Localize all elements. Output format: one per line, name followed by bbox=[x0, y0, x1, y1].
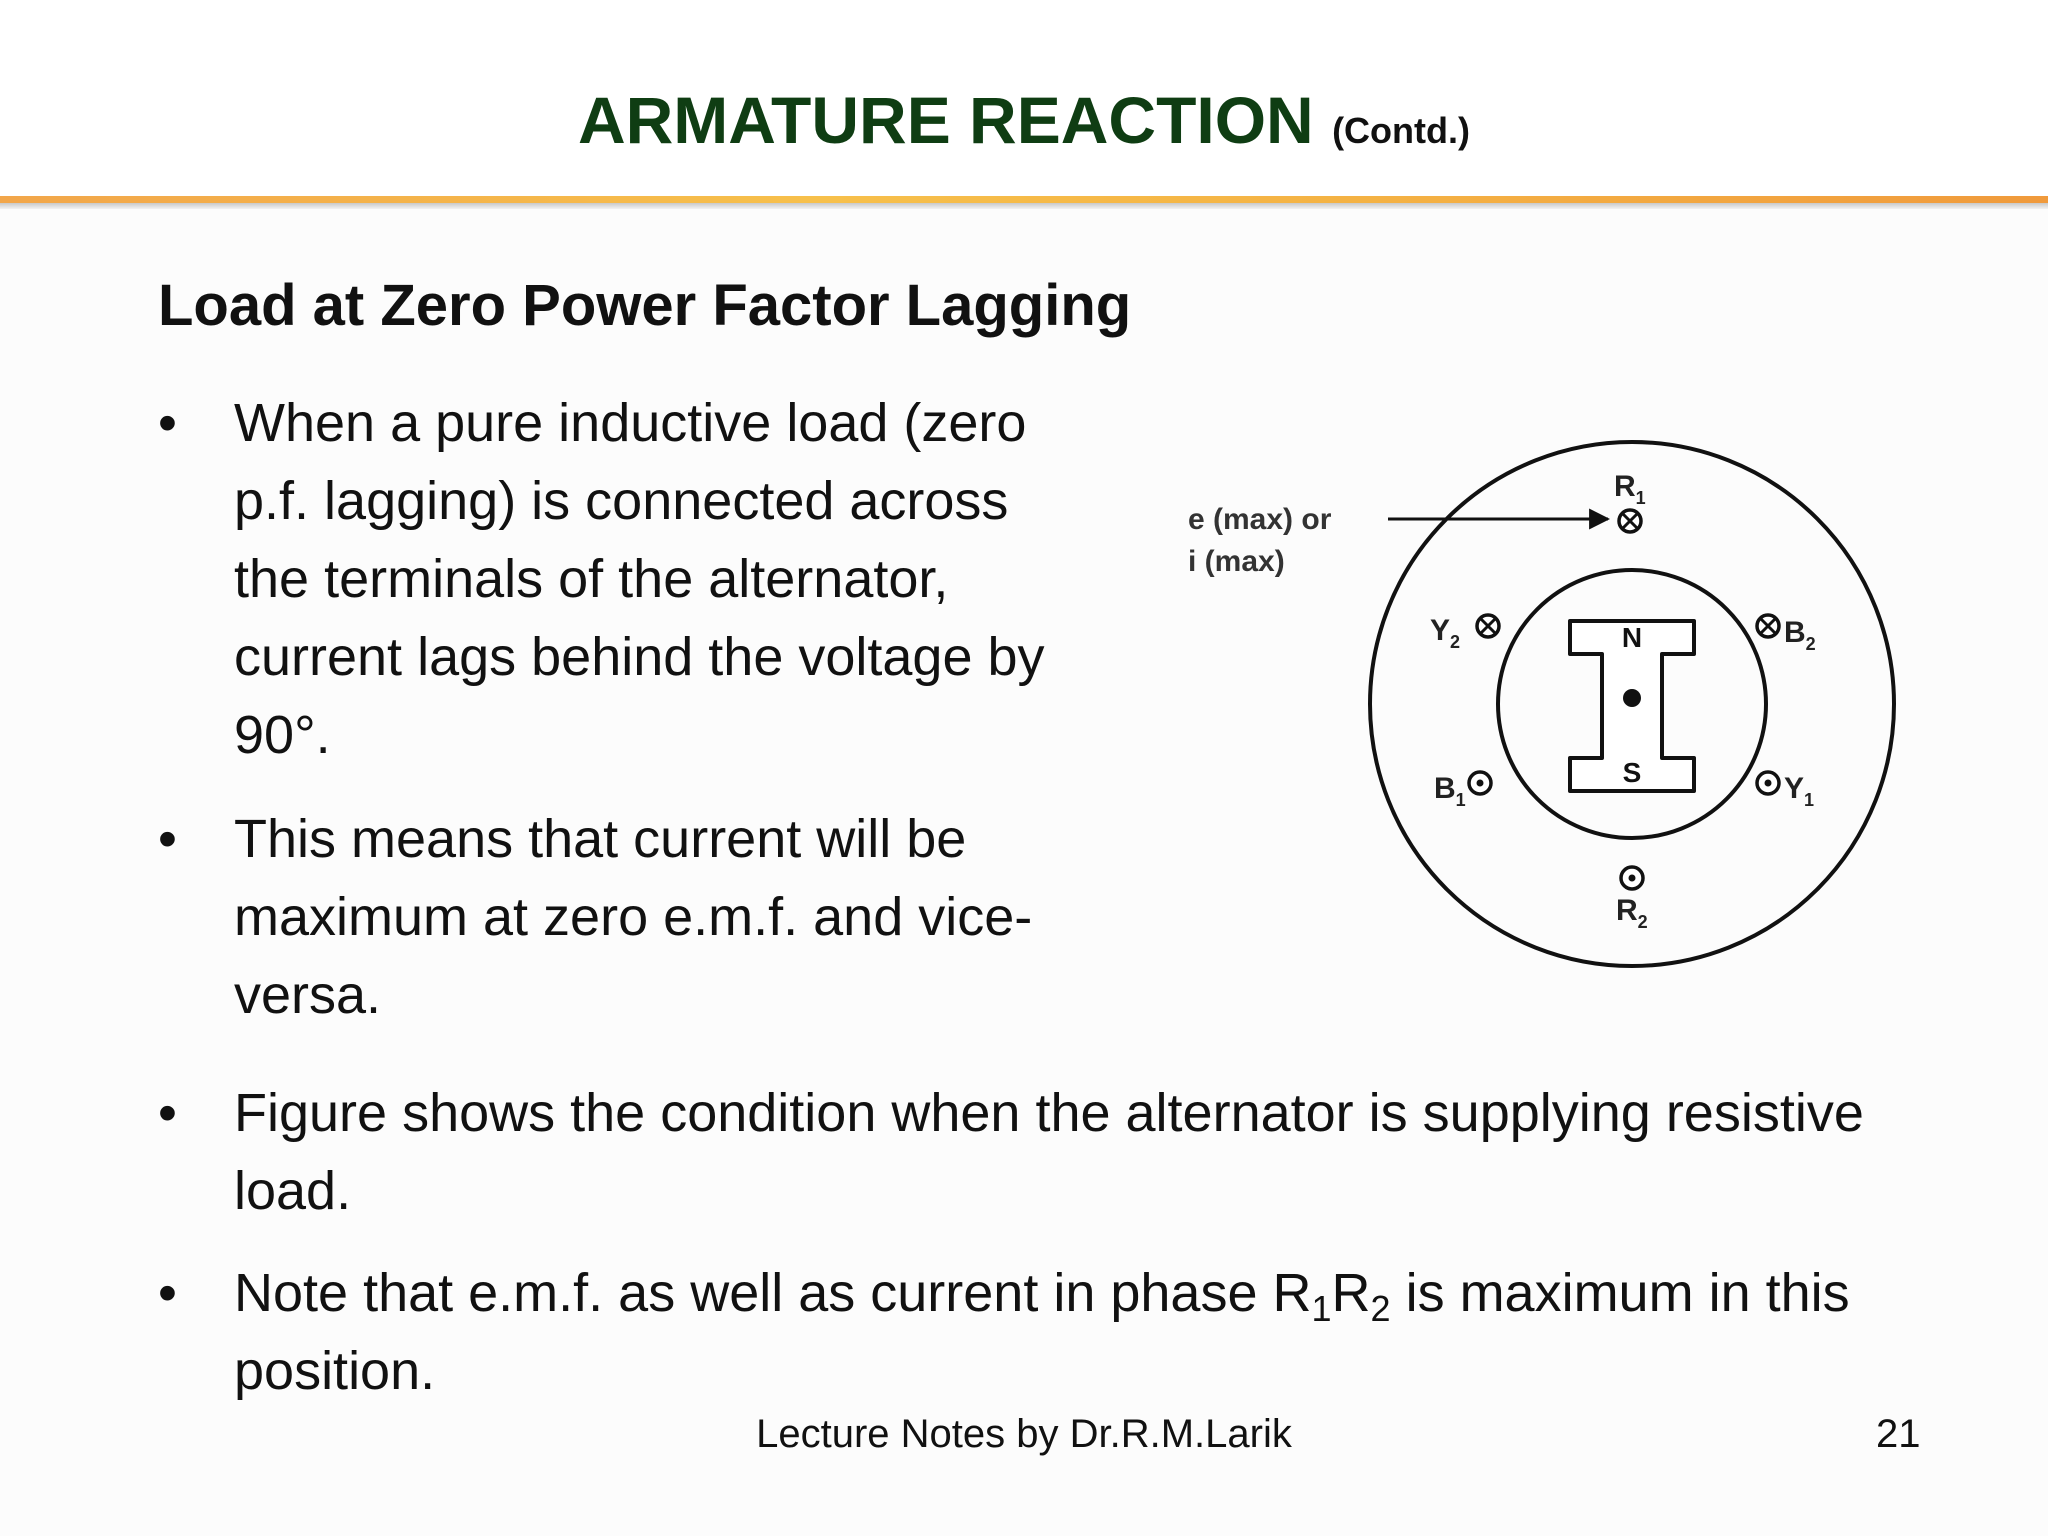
slide-title bbox=[0, 80, 2048, 171]
bullet-dot: • bbox=[158, 393, 177, 453]
label-letter: Y bbox=[1784, 772, 1805, 805]
conductor-r2 bbox=[1616, 867, 1648, 932]
conductor-y1 bbox=[1757, 772, 1814, 810]
bullet-text: This means that current will be maximum at zero e.m.f. and vice-versa. bbox=[234, 809, 1033, 1025]
label-subscript: 2 bbox=[1805, 634, 1816, 654]
title-divider bbox=[0, 196, 2048, 203]
slide-title-main: ARMATURE REACTION bbox=[577, 83, 1314, 157]
annotation-current-max: i (max) bbox=[1188, 545, 1285, 578]
label-b2 bbox=[1784, 616, 1816, 654]
bullet-item bbox=[158, 1074, 1958, 1234]
alternator-diagram bbox=[1176, 440, 1916, 970]
label-subscript: 1 bbox=[1635, 488, 1646, 508]
bullet-item bbox=[158, 800, 1058, 1040]
label-letter: R bbox=[1616, 894, 1638, 927]
label-subscript: 2 bbox=[1450, 632, 1461, 652]
label-letter: R bbox=[1614, 470, 1636, 503]
dot-mark-icon bbox=[1477, 780, 1484, 787]
subscript: 2 bbox=[1370, 1288, 1391, 1329]
bullet-text: When a pure inductive load (zero p.f. lagging) is connected across the terminals of the alternator, current lags behind the voltage by 90°. bbox=[234, 393, 1045, 765]
footer-credit: Lecture Notes by Dr.R.M.Larik bbox=[756, 1412, 1292, 1456]
bullet-text-part: Note that e.m.f. as well as current in phase R bbox=[234, 1263, 1312, 1323]
label-subscript: 1 bbox=[1455, 790, 1466, 810]
label-r1 bbox=[1614, 470, 1646, 508]
dot-mark-icon bbox=[1629, 875, 1636, 882]
rotor-center-dot bbox=[1623, 689, 1641, 707]
label-y2 bbox=[1430, 614, 1460, 652]
bullet-text-part: R bbox=[1331, 1263, 1371, 1323]
bullet-dot: • bbox=[158, 1083, 177, 1143]
label-letter: B bbox=[1434, 772, 1456, 805]
label-subscript: 2 bbox=[1637, 912, 1648, 932]
slide-title-suffix: (Contd.) bbox=[1332, 110, 1470, 151]
bullet-dot: • bbox=[158, 1263, 177, 1323]
title-area bbox=[0, 0, 2048, 195]
conductor-r1 bbox=[1614, 470, 1646, 532]
conductor-y2 bbox=[1430, 614, 1499, 652]
south-pole-label: S bbox=[1622, 757, 1642, 788]
bullet-text bbox=[234, 1254, 1994, 1410]
label-y1 bbox=[1784, 772, 1814, 810]
dot-mark-icon bbox=[1765, 780, 1772, 787]
label-letter: Y bbox=[1430, 614, 1451, 647]
bullet-item bbox=[158, 1254, 2018, 1414]
bullet-dot: • bbox=[158, 809, 177, 869]
label-b1 bbox=[1434, 772, 1466, 810]
conductor-b1 bbox=[1434, 772, 1491, 810]
north-pole-label: N bbox=[1621, 622, 1643, 653]
label-r2 bbox=[1616, 894, 1648, 932]
bullet-text-part: is maximum in this position. bbox=[234, 1263, 1850, 1401]
conductor-b2 bbox=[1757, 615, 1816, 654]
subscript: 1 bbox=[1311, 1288, 1332, 1329]
page-number: 21 bbox=[1876, 1412, 1921, 1456]
bullet-text: Figure shows the condition when the alternator is supplying resistive load. bbox=[234, 1083, 1864, 1221]
section-heading: Load at Zero Power Factor Lagging bbox=[158, 273, 1132, 338]
annotation-emf-max: e (max) or bbox=[1188, 503, 1332, 536]
label-letter: B bbox=[1784, 616, 1806, 649]
bullet-item bbox=[158, 384, 1058, 784]
label-subscript: 1 bbox=[1804, 790, 1815, 810]
